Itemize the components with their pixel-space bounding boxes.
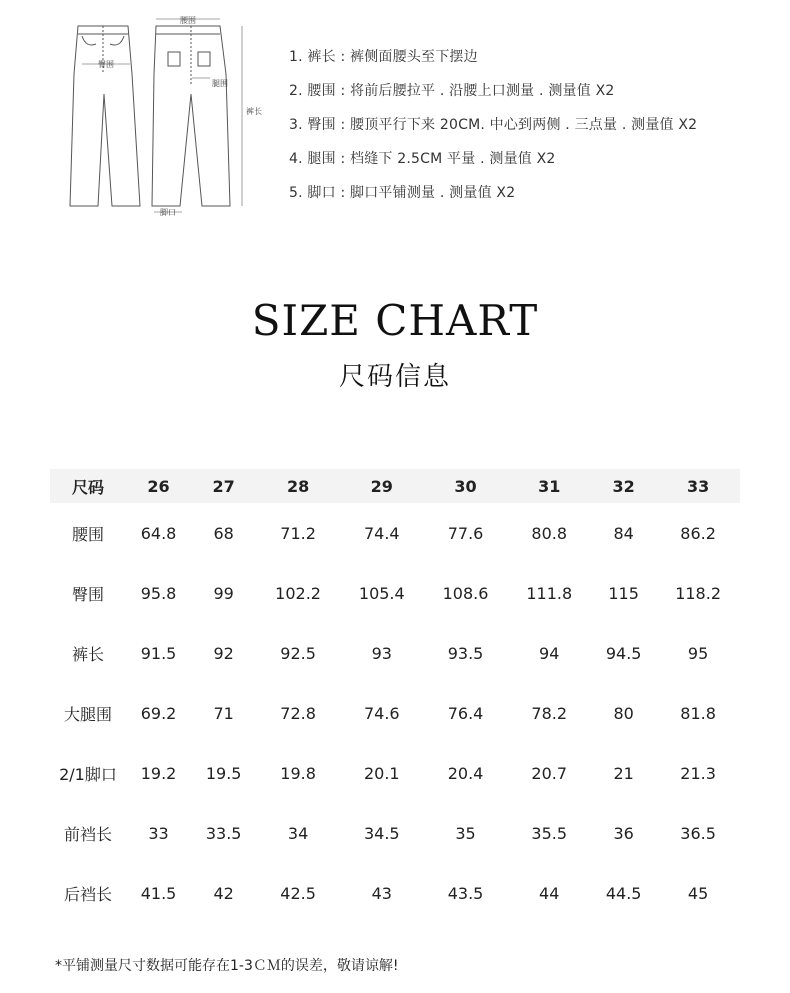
table-cell: 94: [539, 643, 560, 663]
table-cell: 44: [539, 883, 560, 903]
row-label: 大腿围: [63, 704, 112, 724]
row-label: 裤长: [71, 644, 104, 664]
row-label: 臀围: [71, 584, 104, 604]
note-waist: 2. 腰围 : 将前后腰拉平 . 沿腰上口测量 . 测量值 X2: [289, 83, 615, 99]
table-cell: 20.4: [447, 763, 484, 783]
table-cell: 34.5: [363, 823, 400, 843]
pants-diagram: [60, 14, 270, 219]
table-cell: 80.8: [531, 523, 568, 543]
table-cell: 21: [613, 763, 634, 783]
table-cell: 33: [148, 823, 169, 843]
hem-label: 脚口: [160, 208, 176, 217]
header-cell: 27: [212, 476, 235, 496]
table-row: [50, 743, 740, 803]
table-cell: 93.5: [447, 643, 484, 663]
table-cell: 36: [613, 823, 634, 843]
table-cell: 19.2: [140, 763, 177, 783]
row-label: 腰围: [71, 524, 104, 544]
table-cell: 42.5: [280, 883, 316, 903]
table-cell: 44.5: [605, 883, 642, 903]
header-cell: 33: [686, 476, 710, 496]
header-cell: 31: [538, 476, 561, 496]
header-cell: 尺码: [71, 477, 104, 497]
table-cell: 78.2: [531, 703, 568, 723]
table-cell: 68: [213, 523, 234, 543]
table-cell: 99: [213, 583, 234, 603]
table-cell: 77.6: [447, 523, 484, 543]
table-row: [50, 563, 740, 623]
table-cell: 21.3: [680, 763, 716, 783]
row-label: 2/1脚口: [59, 764, 117, 784]
header-cell: 32: [612, 476, 635, 496]
table-cell: 95.8: [140, 583, 177, 603]
table-cell: 84: [613, 523, 634, 543]
table-cell: 105.4: [358, 583, 405, 603]
back-pants-shape: [152, 26, 230, 206]
header-cell: 30: [454, 476, 477, 496]
table-cell: 35: [455, 823, 476, 843]
table-cell: 43.5: [447, 883, 484, 903]
front-pants-shape: [70, 26, 140, 206]
size-table: [50, 469, 740, 923]
pants-illustration: [60, 14, 270, 219]
table-cell: 35.5: [531, 823, 568, 843]
table-row: [50, 803, 740, 863]
note-hem: 5. 脚口 : 脚口平铺测量 . 测量值 X2: [289, 185, 516, 201]
row-label: 前裆长: [63, 824, 112, 844]
table-cell: 20.1: [363, 763, 400, 783]
table-cell: 72.8: [280, 703, 316, 723]
table-row: [50, 503, 740, 563]
table-cell: 91.5: [140, 643, 177, 663]
table-cell: 41.5: [140, 883, 177, 903]
table-cell: 74.6: [363, 703, 400, 723]
table-cell: 80: [613, 703, 634, 723]
table-cell: 118.2: [675, 583, 721, 603]
table-cell: 45: [687, 883, 709, 903]
table-cell: 111.8: [526, 583, 573, 603]
table-cell: 74.4: [363, 523, 400, 543]
table-cell: 71.2: [280, 523, 316, 543]
table-row: [50, 683, 740, 743]
table-cell: 64.8: [140, 523, 177, 543]
table-cell: 34: [287, 823, 309, 843]
waist-label: 腰围: [180, 16, 196, 25]
table-cell: 92.5: [280, 643, 316, 663]
note-thigh: 4. 腿围 : 档缝下 2.5CM 平量 . 测量值 X2: [289, 151, 556, 167]
table-header-row: [50, 469, 740, 503]
table-cell: 102.2: [275, 583, 321, 603]
table-cell: 20.7: [531, 763, 568, 783]
table-cell: 19.8: [280, 763, 316, 783]
size-chart-subtitle: 尺码信息: [338, 362, 451, 392]
footnote: *平铺测量尺寸数据可能存在1-3ＣＭ的误差，敬请谅解!: [55, 958, 399, 974]
header-cell: 29: [370, 476, 393, 496]
table-cell: 95: [687, 643, 709, 663]
size-chart-title: SIZE CHART: [251, 296, 539, 345]
table-cell: 19.5: [205, 763, 242, 783]
table-row: [50, 623, 740, 683]
table-cell: 76.4: [447, 703, 484, 723]
thigh-label: 腿围: [212, 79, 228, 88]
table-cell: 43: [371, 883, 392, 903]
measurement-notes: [289, 40, 697, 210]
table-cell: 69.2: [140, 703, 177, 723]
table-row: [50, 863, 740, 923]
table-cell: 94.5: [605, 643, 642, 663]
hip-label: 臀围: [98, 60, 114, 69]
table-cell: 42: [213, 883, 234, 903]
length-label: 裤长: [246, 107, 262, 116]
table-cell: 86.2: [680, 523, 716, 543]
row-label: 后裆长: [63, 884, 112, 904]
note-hip: 3. 臀围 : 腰顶平行下来 20CM. 中心到两侧 . 三点量 . 测量值 X2: [289, 117, 698, 133]
table-cell: 36.5: [680, 823, 716, 843]
table-cell: 108.6: [442, 583, 489, 603]
note-length: 1. 裤长 : 裤侧面腰头至下摆边: [289, 49, 478, 65]
header-cell: 26: [147, 476, 170, 496]
table-cell: 92: [213, 643, 234, 663]
table-cell: 81.8: [680, 703, 716, 723]
table-cell: 71: [213, 703, 234, 723]
table-cell: 115: [608, 583, 639, 603]
table-cell: 93: [371, 643, 392, 663]
table-cell: 33.5: [205, 823, 242, 843]
header-cell: 28: [286, 476, 310, 496]
